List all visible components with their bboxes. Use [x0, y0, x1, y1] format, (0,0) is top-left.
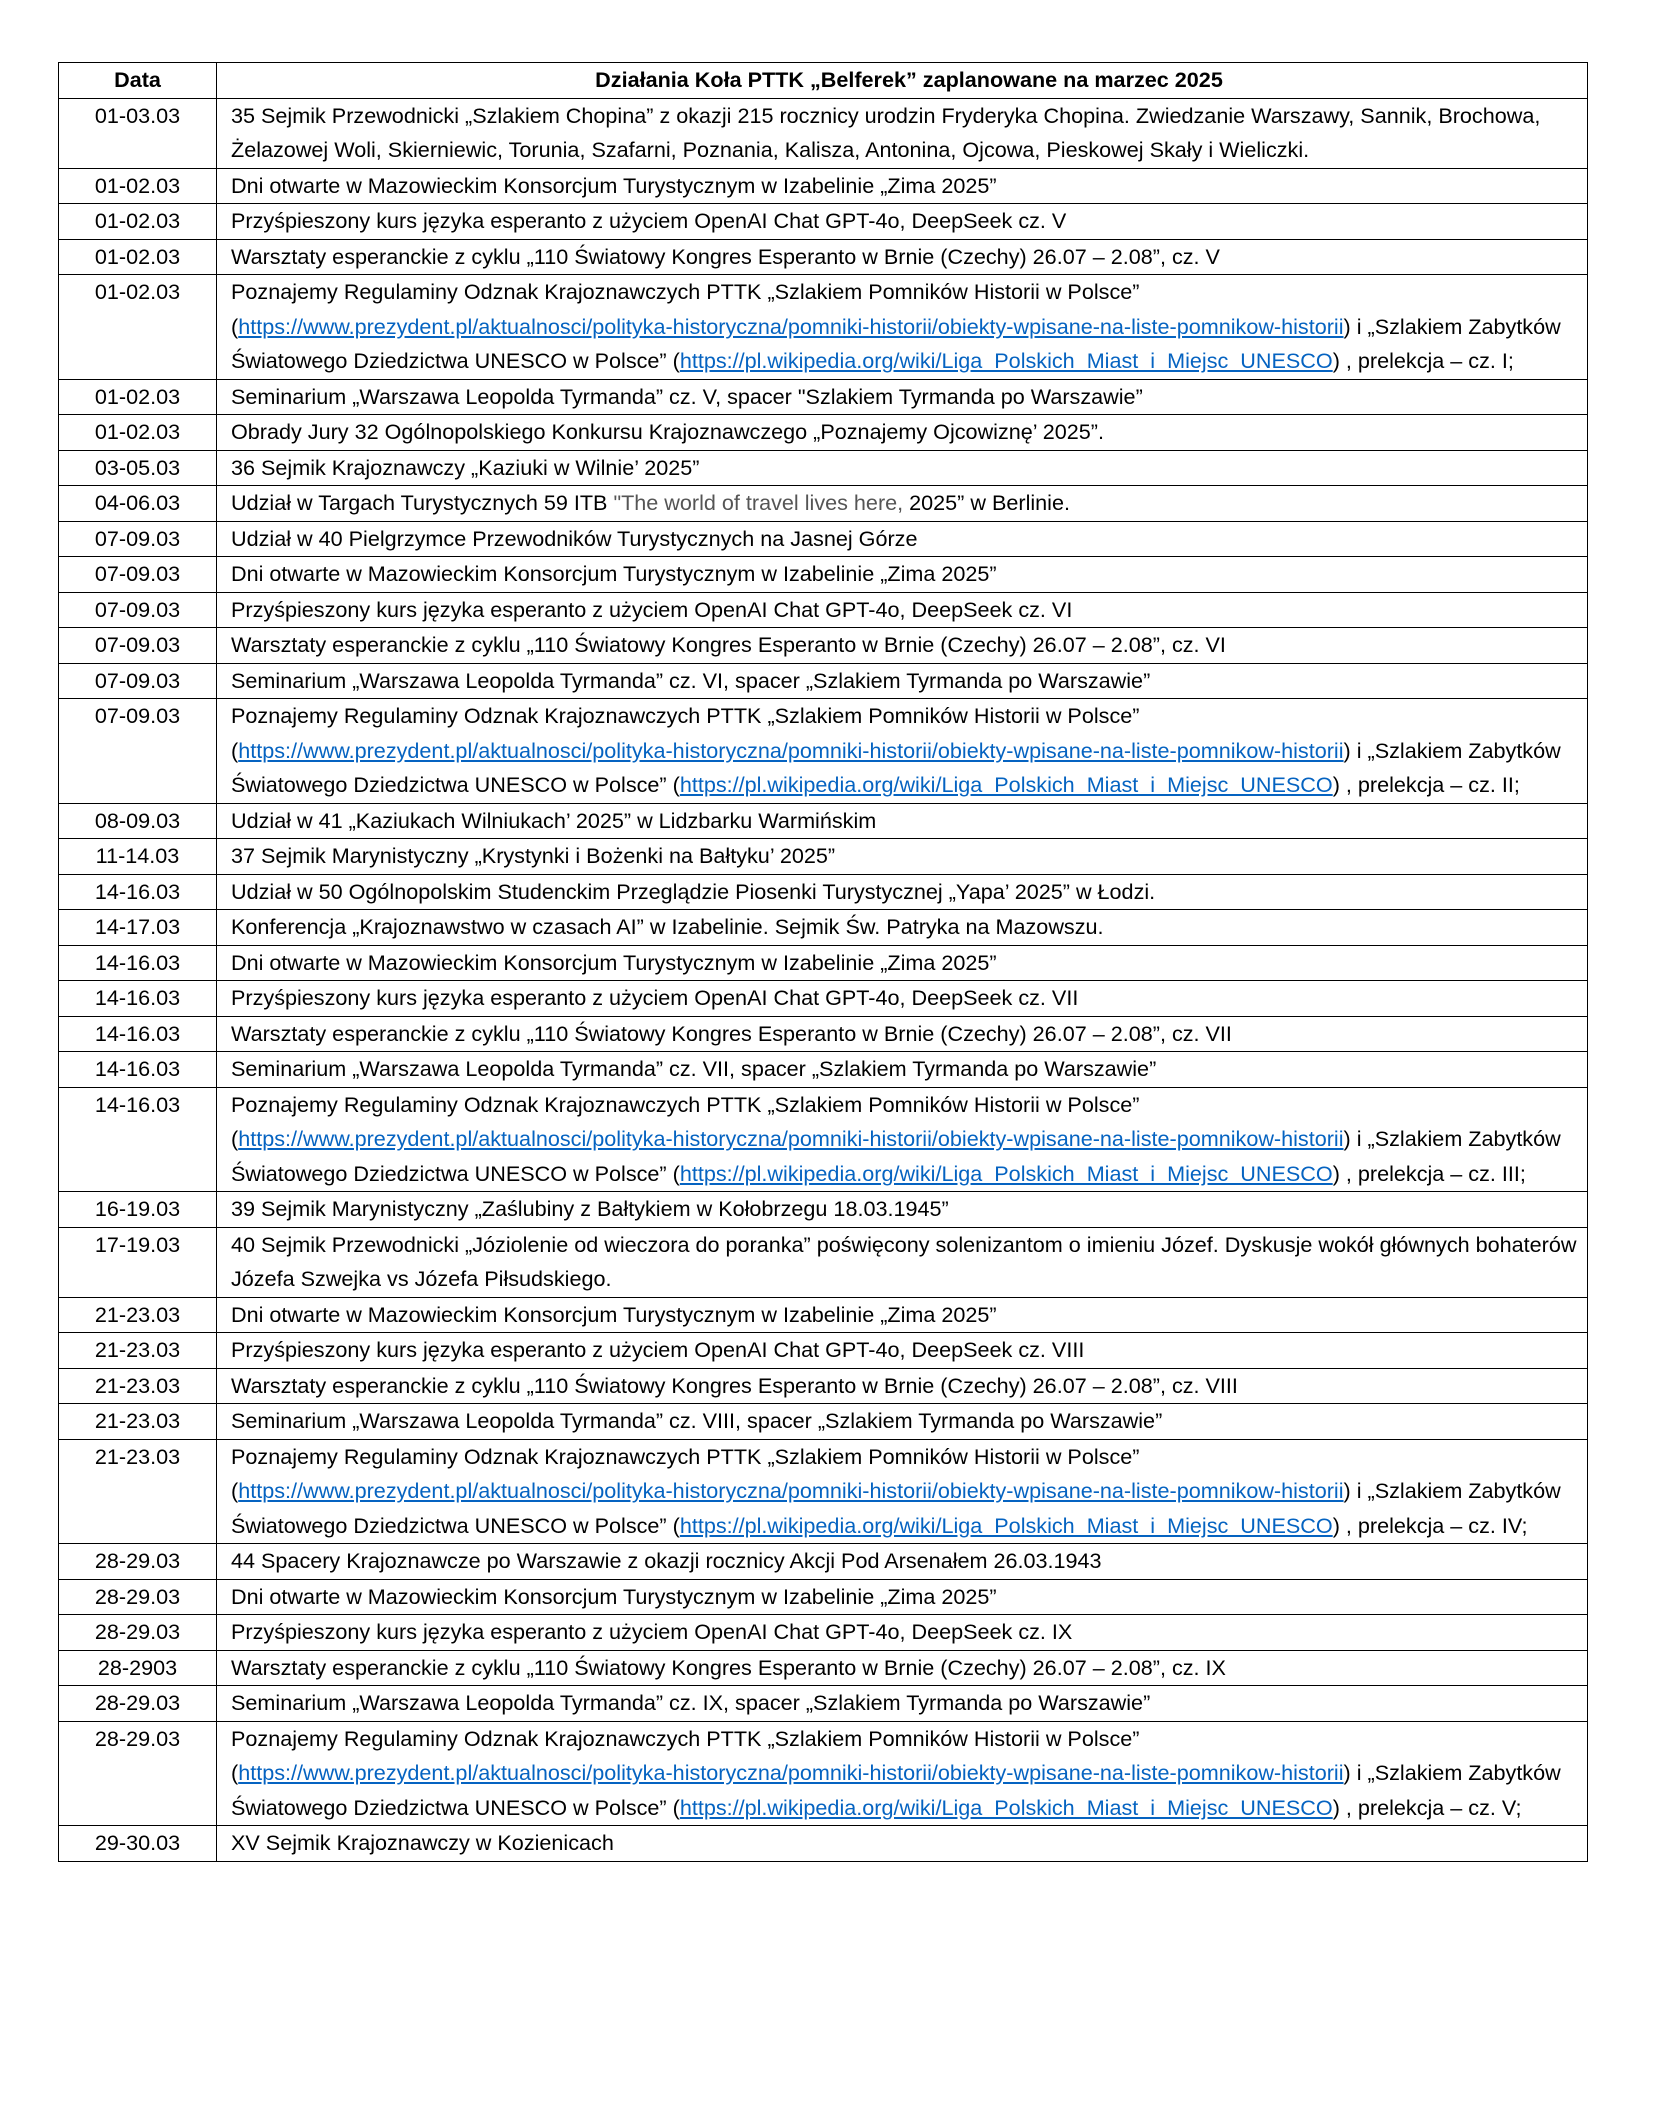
table-row — [59, 379, 1588, 415]
description-text: ) , prelekcja – cz. II; — [1332, 772, 1520, 797]
table-row — [59, 663, 1588, 699]
event-description — [217, 699, 1588, 804]
event-date: 28-29.03 — [59, 1544, 217, 1580]
description-text: 2025” w Berlinie. — [903, 490, 1070, 515]
description-text: Warsztaty esperanckie z cyklu „110 Światowy Kongres Esperanto w Brnie (Czechy) 26.07 – 2.08”, cz. VI — [231, 632, 1226, 657]
table-row — [59, 204, 1588, 240]
description-text: Obrady Jury 32 Ogólnopolskiego Konkursu Krajoznawczego „Poznajemy Ojcowiznę’ 2025”. — [231, 419, 1104, 444]
table-row — [59, 1297, 1588, 1333]
event-date: 14-16.03 — [59, 874, 217, 910]
reference-link[interactable]: https://pl.wikipedia.org/wiki/Liga_Polskich_Miast_i_Miejsc_UNESCO — [679, 1160, 1333, 1186]
event-description — [217, 1721, 1588, 1826]
description-text: ) , prelekcja – cz. III; — [1332, 1160, 1526, 1186]
table-row — [59, 557, 1588, 593]
event-date: 07-09.03 — [59, 592, 217, 628]
event-date: 11-14.03 — [59, 839, 217, 875]
activity-column-header: Działania Koła PTTK „Belferek” zaplanowane na marzec 2025 — [217, 63, 1588, 99]
event-date: 21-23.03 — [59, 1333, 217, 1369]
event-description — [217, 1368, 1588, 1404]
reference-link[interactable]: https://www.prezydent.pl/aktualnosci/polityka-historyczna/pomniki-historii/obiekty-wpisane-na-liste-pomnikow-historii — [238, 1126, 1344, 1151]
description-text: ) , prelekcja – cz. I; — [1332, 348, 1514, 373]
event-date: 17-19.03 — [59, 1227, 217, 1297]
reference-link[interactable]: https://www.prezydent.pl/aktualnosci/polityka-historyczna/pomniki-historii/obiekty-wpisane-na-liste-pomnikow-historii — [238, 1760, 1344, 1785]
date-column-header: Data — [59, 63, 217, 99]
description-text: ) , prelekcja – cz. IV; — [1332, 1512, 1528, 1538]
event-description — [217, 204, 1588, 240]
table-row — [59, 699, 1588, 804]
table-row — [59, 803, 1588, 839]
event-date: 01-02.03 — [59, 239, 217, 275]
table-row — [59, 1404, 1588, 1440]
description-text: Przyśpieszony kurs języka esperanto z użyciem OpenAI Chat GPT-4o, DeepSeek cz. VII — [231, 985, 1079, 1010]
description-text: Udział w 50 Ogólnopolskim Studenckim Przeglądzie Piosenki Turystycznej „Yapa’ 2025” w Łodzi. — [231, 878, 1156, 904]
event-description — [217, 1227, 1588, 1297]
event-date: 07-09.03 — [59, 521, 217, 557]
description-text: Poznajemy Regulaminy Odznak Krajoznawczych PTTK „Szlakiem Pomników Historii w Polsce” ( — [231, 703, 1140, 763]
table-row — [59, 239, 1588, 275]
table-row — [59, 1227, 1588, 1297]
event-date: 28-2903 — [59, 1650, 217, 1686]
event-description — [217, 521, 1588, 557]
event-date: 07-09.03 — [59, 557, 217, 593]
event-date: 21-23.03 — [59, 1368, 217, 1404]
description-text: Poznajemy Regulaminy Odznak Krajoznawczych PTTK „Szlakiem Pomników Historii w Polsce” ( — [231, 1443, 1140, 1503]
description-text: Dni otwarte w Mazowieckim Konsorcjum Turystycznym w Izabelinie „Zima 2025” — [231, 1301, 997, 1327]
description-text: 40 Sejmik Przewodnicki „Józiolenie od wieczora do poranka” poświęcony solenizantom o imieniu Józef. Dyskusje wokół głównych bohaterów Józefa Szwejka vs Józefa Piłsudskiego. — [231, 1231, 1577, 1291]
table-row — [59, 592, 1588, 628]
event-description — [217, 557, 1588, 593]
reference-link[interactable]: https://www.prezydent.pl/aktualnosci/polityka-historyczna/pomniki-historii/obiekty-wpisane-na-liste-pomnikow-historii — [238, 737, 1344, 763]
description-text: 37 Sejmik Marynistyczny „Krystynki i Bożenki na Bałtyku’ 2025” — [231, 843, 836, 868]
table-row — [59, 945, 1588, 981]
event-date: 29-30.03 — [59, 1826, 217, 1862]
event-description — [217, 1404, 1588, 1440]
description-text: Warsztaty esperanckie z cyklu „110 Światowy Kongres Esperanto w Brnie (Czechy) 26.07 – 2.08”, cz. VIII — [231, 1372, 1238, 1398]
event-description — [217, 663, 1588, 699]
event-date: 01-02.03 — [59, 415, 217, 451]
event-date: 08-09.03 — [59, 803, 217, 839]
description-text: "The world of travel lives here, — [613, 490, 904, 515]
description-text: 39 Sejmik Marynistyczny „Zaślubiny z Bałtykiem w Kołobrzegu 18.03.1945” — [231, 1196, 949, 1221]
event-date: 01-02.03 — [59, 168, 217, 204]
table-row — [59, 1368, 1588, 1404]
description-text: Przyśpieszony kurs języka esperanto z użyciem OpenAI Chat GPT-4o, DeepSeek cz. VI — [231, 596, 1073, 622]
reference-link[interactable]: https://pl.wikipedia.org/wiki/Liga_Polskich_Miast_i_Miejsc_UNESCO — [679, 1794, 1333, 1820]
description-text: Udział w Targach Turystycznych 59 ITB — [231, 490, 614, 515]
description-text: Seminarium „Warszawa Leopolda Tyrmanda” cz. VII, spacer „Szlakiem Tyrmanda po Warszawie” — [231, 1056, 1157, 1081]
description-text: 44 Spacery Krajoznawcze po Warszawie z okazji rocznicy Akcji Pod Arsenałem 26.03.1943 — [231, 1548, 1102, 1573]
description-text: ) i „Szlakiem Zabytków Światowego Dziedzictwa UNESCO w Polsce” ( — [231, 313, 1561, 373]
event-date: 04-06.03 — [59, 486, 217, 522]
description-text: XV Sejmik Krajoznawczy w Kozienicach — [231, 1830, 614, 1855]
table-row — [59, 1544, 1588, 1580]
event-description — [217, 1439, 1588, 1544]
table-row — [59, 1826, 1588, 1862]
event-date: 28-29.03 — [59, 1615, 217, 1651]
event-description — [217, 1650, 1588, 1686]
event-description — [217, 1333, 1588, 1369]
event-description — [217, 275, 1588, 380]
event-description — [217, 1087, 1588, 1192]
description-text: ) i „Szlakiem Zabytków Światowego Dziedzictwa UNESCO w Polsce” ( — [231, 737, 1561, 797]
event-date: 14-16.03 — [59, 1016, 217, 1052]
event-description — [217, 415, 1588, 451]
description-text: Dni otwarte w Mazowieckim Konsorcjum Turystycznym w Izabelinie „Zima 2025” — [231, 1583, 997, 1609]
event-description — [217, 450, 1588, 486]
description-text: Przyśpieszony kurs języka esperanto z użyciem OpenAI Chat GPT-4o, DeepSeek cz. V — [231, 208, 1067, 233]
table-row — [59, 1333, 1588, 1369]
event-date: 01-03.03 — [59, 98, 217, 168]
reference-link[interactable]: https://www.prezydent.pl/aktualnosci/polityka-historyczna/pomniki-historii/obiekty-wpisane-na-liste-pomnikow-historii — [238, 313, 1344, 339]
event-description — [217, 1579, 1588, 1615]
event-description — [217, 98, 1588, 168]
event-description — [217, 874, 1588, 910]
event-description — [217, 379, 1588, 415]
event-description — [217, 592, 1588, 628]
description-text: Warsztaty esperanckie z cyklu „110 Światowy Kongres Esperanto w Brnie (Czechy) 26.07 – 2.08”, cz. IX — [231, 1654, 1226, 1680]
event-description — [217, 1297, 1588, 1333]
event-date: 01-02.03 — [59, 379, 217, 415]
event-date: 21-23.03 — [59, 1404, 217, 1440]
description-text: Przyśpieszony kurs języka esperanto z użyciem OpenAI Chat GPT-4o, DeepSeek cz. IX — [231, 1619, 1073, 1644]
description-text: 36 Sejmik Krajoznawczy „Kaziuki w Wilnie’ 2025” — [231, 454, 700, 480]
table-row — [59, 981, 1588, 1017]
event-description — [217, 168, 1588, 204]
event-date: 07-09.03 — [59, 699, 217, 804]
table-row — [59, 450, 1588, 486]
event-date: 21-23.03 — [59, 1439, 217, 1544]
event-description — [217, 1686, 1588, 1722]
event-description — [217, 239, 1588, 275]
description-text: Poznajemy Regulaminy Odznak Krajoznawczych PTTK „Szlakiem Pomników Historii w Polsce” ( — [231, 1725, 1140, 1785]
table-row — [59, 415, 1588, 451]
table-row — [59, 910, 1588, 946]
table-row — [59, 1615, 1588, 1651]
table-row — [59, 1650, 1588, 1686]
event-description — [217, 1826, 1588, 1862]
description-text: Seminarium „Warszawa Leopolda Tyrmanda” cz. IX, spacer „Szlakiem Tyrmanda po Warszawie” — [231, 1690, 1151, 1715]
reference-link[interactable]: https://www.prezydent.pl/aktualnosci/polityka-historyczna/pomniki-historii/obiekty-wpisane-na-liste-pomnikow-historii — [238, 1478, 1344, 1503]
event-date: 01-02.03 — [59, 204, 217, 240]
event-date: 28-29.03 — [59, 1721, 217, 1826]
description-text: Dni otwarte w Mazowieckim Konsorcjum Turystycznym w Izabelinie „Zima 2025” — [231, 561, 997, 586]
event-date: 28-29.03 — [59, 1579, 217, 1615]
event-date: 14-16.03 — [59, 945, 217, 981]
event-description — [217, 1052, 1588, 1088]
description-text: Dni otwarte w Mazowieckim Konsorcjum Turystycznym w Izabelinie „Zima 2025” — [231, 172, 997, 198]
event-date: 14-16.03 — [59, 1087, 217, 1192]
event-description — [217, 1544, 1588, 1580]
description-text: Poznajemy Regulaminy Odznak Krajoznawczych PTTK „Szlakiem Pomników Historii w Polsce” ( — [231, 1091, 1140, 1151]
description-text: Udział w 41 „Kaziukach Wilniukach’ 2025” w Lidzbarku Warmińskim — [231, 807, 877, 833]
table-row — [59, 628, 1588, 664]
table-row — [59, 1192, 1588, 1228]
reference-link[interactable]: https://pl.wikipedia.org/wiki/Liga_Polskich_Miast_i_Miejsc_UNESCO — [679, 772, 1333, 797]
table-row — [59, 1439, 1588, 1544]
schedule-rows — [59, 98, 1588, 1861]
description-text: Seminarium „Warszawa Leopolda Tyrmanda” cz. VIII, spacer „Szlakiem Tyrmanda po Warszawie” — [231, 1408, 1163, 1433]
description-text: Warsztaty esperanckie z cyklu „110 Światowy Kongres Esperanto w Brnie (Czechy) 26.07 – 2.08”, cz. VII — [231, 1020, 1232, 1046]
event-description — [217, 945, 1588, 981]
event-date: 07-09.03 — [59, 663, 217, 699]
event-description — [217, 803, 1588, 839]
table-row — [59, 1087, 1588, 1192]
table-row — [59, 275, 1588, 380]
event-date: 16-19.03 — [59, 1192, 217, 1228]
table-row — [59, 1052, 1588, 1088]
event-description — [217, 1615, 1588, 1651]
description-text: ) , prelekcja – cz. V; — [1332, 1794, 1522, 1820]
table-row — [59, 1016, 1588, 1052]
table-row — [59, 1721, 1588, 1826]
description-text: 35 Sejmik Przewodnicki „Szlakiem Chopina” z okazji 215 rocznicy urodzin Fryderyka Chopina. Zwiedzanie Warszawy, Sannik, Brochowa, Żelazowej Woli, Skierniewic, Torunia, Szafarni, Poznania, Kalisza, Antonina, Ojcowa, Pieskowej Skały i Wieliczki. — [231, 102, 1541, 162]
table-row — [59, 874, 1588, 910]
description-text: ) i „Szlakiem Zabytków Światowego Dziedzictwa UNESCO w Polsce” ( — [231, 1760, 1561, 1820]
table-row — [59, 1686, 1588, 1722]
event-description — [217, 1016, 1588, 1052]
description-text: ) i „Szlakiem Zabytków Światowego Dziedzictwa UNESCO w Polsce” ( — [231, 1126, 1561, 1186]
description-text: Poznajemy Regulaminy Odznak Krajoznawczych PTTK „Szlakiem Pomników Historii w Polsce” ( — [231, 279, 1140, 339]
event-date: 14-16.03 — [59, 1052, 217, 1088]
event-description — [217, 1192, 1588, 1228]
event-description — [217, 839, 1588, 875]
description-text: Konferencja „Krajoznawstwo w czasach AI” w Izabelinie. Sejmik Św. Patryka na Mazowszu. — [231, 914, 1104, 939]
event-date: 01-02.03 — [59, 275, 217, 380]
description-text: Warsztaty esperanckie z cyklu „110 Światowy Kongres Esperanto w Brnie (Czechy) 26.07 – 2.08”, cz. V — [231, 243, 1220, 269]
description-text: Seminarium „Warszawa Leopolda Tyrmanda” cz. V, spacer "Szlakiem Tyrmanda po Warszawie” — [231, 383, 1143, 409]
event-description — [217, 910, 1588, 946]
description-text: Dni otwarte w Mazowieckim Konsorcjum Turystycznym w Izabelinie „Zima 2025” — [231, 949, 997, 975]
table-row — [59, 98, 1588, 168]
table-row — [59, 839, 1588, 875]
header-row — [59, 63, 1588, 99]
event-date: 07-09.03 — [59, 628, 217, 664]
description-text: Seminarium „Warszawa Leopolda Tyrmanda” cz. VI, spacer „Szlakiem Tyrmanda po Warszawie” — [231, 667, 1151, 693]
event-date: 14-17.03 — [59, 910, 217, 946]
table-row — [59, 521, 1588, 557]
event-date: 03-05.03 — [59, 450, 217, 486]
reference-link[interactable]: https://pl.wikipedia.org/wiki/Liga_Polskich_Miast_i_Miejsc_UNESCO — [679, 1512, 1333, 1538]
event-description — [217, 486, 1588, 522]
description-text: ) i „Szlakiem Zabytków Światowego Dziedzictwa UNESCO w Polsce” ( — [231, 1478, 1561, 1538]
table-row — [59, 168, 1588, 204]
event-date: 14-16.03 — [59, 981, 217, 1017]
reference-link[interactable]: https://pl.wikipedia.org/wiki/Liga_Polskich_Miast_i_Miejsc_UNESCO — [679, 348, 1333, 373]
description-text: Udział w 40 Pielgrzymce Przewodników Turystycznych na Jasnej Górze — [231, 525, 918, 551]
table-row — [59, 1579, 1588, 1615]
description-text: Przyśpieszony kurs języka esperanto z użyciem OpenAI Chat GPT-4o, DeepSeek cz. VIII — [231, 1337, 1085, 1362]
event-description — [217, 981, 1588, 1017]
event-date: 28-29.03 — [59, 1686, 217, 1722]
event-date: 21-23.03 — [59, 1297, 217, 1333]
table-row — [59, 486, 1588, 522]
schedule-table — [58, 62, 1588, 1862]
event-description — [217, 628, 1588, 664]
